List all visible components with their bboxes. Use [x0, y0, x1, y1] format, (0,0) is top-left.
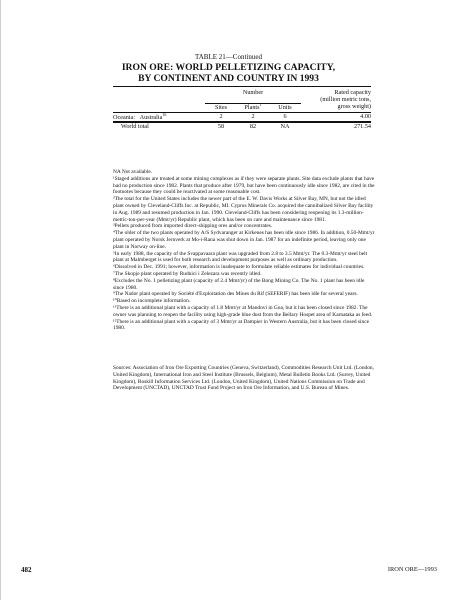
page-number: 482	[21, 566, 32, 574]
col-sites: Sites	[214, 104, 228, 112]
table-number: TABLE 21—Continued	[195, 53, 262, 61]
col-units: Units	[278, 104, 292, 112]
total-plants: 82	[249, 122, 257, 130]
footnote: ¹²There is an additional plant with a capacity of 3 Mmt/yr at Dampier in Western Australia, but it has been closed since 1980.	[113, 318, 369, 332]
header-blank	[113, 87, 205, 97]
row-country: Australia	[139, 113, 163, 121]
number-group-header	[205, 87, 301, 97]
total-row	[113, 122, 371, 130]
footnote: NA Not available.	[113, 169, 153, 175]
row-plants: 2	[251, 113, 255, 121]
footnote: ⁶Dissolved in Dec. 1991; however, information is inadequate to formulate reliable estimates for individual countries.	[113, 264, 365, 271]
col-plants-footnote: 1	[259, 102, 262, 108]
row-country-footnote: 16	[162, 111, 167, 117]
footnote: ¹¹There is an additional plant with a capacity of 1.8 Mmt/yr at Mandovi in Goa, but it has been closed since 1982. The owner was planning to reopen the facility using high-grade blue dust from the Bellary Hospet area of Karnataka as feed.	[113, 304, 373, 318]
capacity-header-line-3: gross weight)	[337, 103, 371, 111]
table-title-line-1: IRON ORE: WORLD PELLETIZING CAPACITY,	[121, 62, 336, 73]
capacity-table	[113, 86, 371, 130]
row-capacity: 4.00	[360, 113, 371, 121]
row-sites: 2	[219, 113, 223, 121]
table-row	[113, 112, 371, 122]
footnote: ⁵In early 1988, the capacity of the Svappavaara plant was upgraded from 2.8 to 3.5 Mmt/yr. The 0.3-Mmt/yr steel belt plant at Malmberget is used for both research and development purposes as well as ordinary production.	[113, 250, 368, 264]
total-capacity: 271.54	[353, 122, 371, 130]
footnote: ⁹The Nador plant operated by Société d'Exploitation des Mines du Rif (SEFERIF) has been idle for several years.	[113, 291, 358, 298]
total-sites: 58	[217, 122, 225, 130]
sources-note: Sources: Association of Iron Ore Exporting Countries (Geneva, Switzerland), Commodities Research Unit Ltd. (London, United Kingdom), International Iron and Steel Institute (Brussels, Belgium), Metal Bulletin Books Ltd. (Surrey, United Kingdom), Roskill Information Services Ltd. (London, United Kingdom), United Nations Commission on Trade and Development (UNCTAD), UNCTAD Trust Fund Project on Iron Ore Information, and U.S. Bureau of Mines.	[113, 365, 374, 392]
footnote: ²The total for the United States includes the newer part of the E. W. Davis Works at Silver Bay, MN, but not the idled plant owned by Cleveland-Cliffs Inc. at Republic, MI. Cyprus Minerals Co. acquired the cannibalized Silver Bay facility in Aug. 1989 and resumed production in Jan. 1990. Cleveland-Cliffs has been considering reopening its 1.3-million-metric-ton-per-year (Mmt/yr) Republic plant, which has been on care and maintenance since 1981.	[113, 196, 374, 223]
table-title-line-2: BY CONTINENT AND COUNTRY IN 1993	[138, 73, 319, 84]
footnote: ⁸Excludes the No. 1 pelletizing plant (capacity of 2.4 Mmt/yr) of the Bong Mining Co. The No. 1 plant has been idle since 1980.	[113, 277, 365, 291]
footnote: ¹⁰Based on incomplete information.	[113, 298, 191, 305]
col-plants-label: Plants	[244, 104, 260, 112]
row-units: 6	[283, 113, 287, 121]
col-plants	[237, 103, 269, 112]
footnote: ⁴The older of the two plants operated by A/S Sydvaranger at Kirkenes has been idle since 1986. In addition, 0.50-Mmt/yr plant operated by Norsk Jernverk at Mo-i-Rana was shut down in Jan. 1987 for an indefinite period, leaving only one plant in Norway on-line.	[113, 230, 375, 250]
number-group-label: Number	[242, 89, 264, 96]
capacity-header-line-2: (million metric tons,	[320, 96, 371, 104]
running-title: IRON ORE—1993	[387, 566, 437, 573]
capacity-header-line-1: Rated capacity	[334, 89, 371, 96]
row-region-country	[113, 112, 205, 122]
footnote: ³Pellets produced from imported direct-shipping ores and/or concentrates.	[113, 223, 273, 230]
capacity-header	[301, 87, 371, 97]
total-units: NA	[280, 122, 290, 130]
table-title	[0, 62, 457, 84]
total-label: World total	[121, 122, 149, 130]
footnotes	[113, 169, 375, 332]
footnote: ⁷The Skopje plant operated by Rudnici i Zelezara was recently idled.	[113, 270, 262, 277]
footnote: ¹Staged additions are treated at some mining complexes as if they were separate plants. Site data exclude plants that have had no production since 1982. Plants that produce after 1979, but have been continuously idle since 1982, are cited in the footnotes because they could be reactivated at some reasonable cost.	[113, 175, 375, 196]
row-region: Oceania:	[113, 113, 135, 121]
